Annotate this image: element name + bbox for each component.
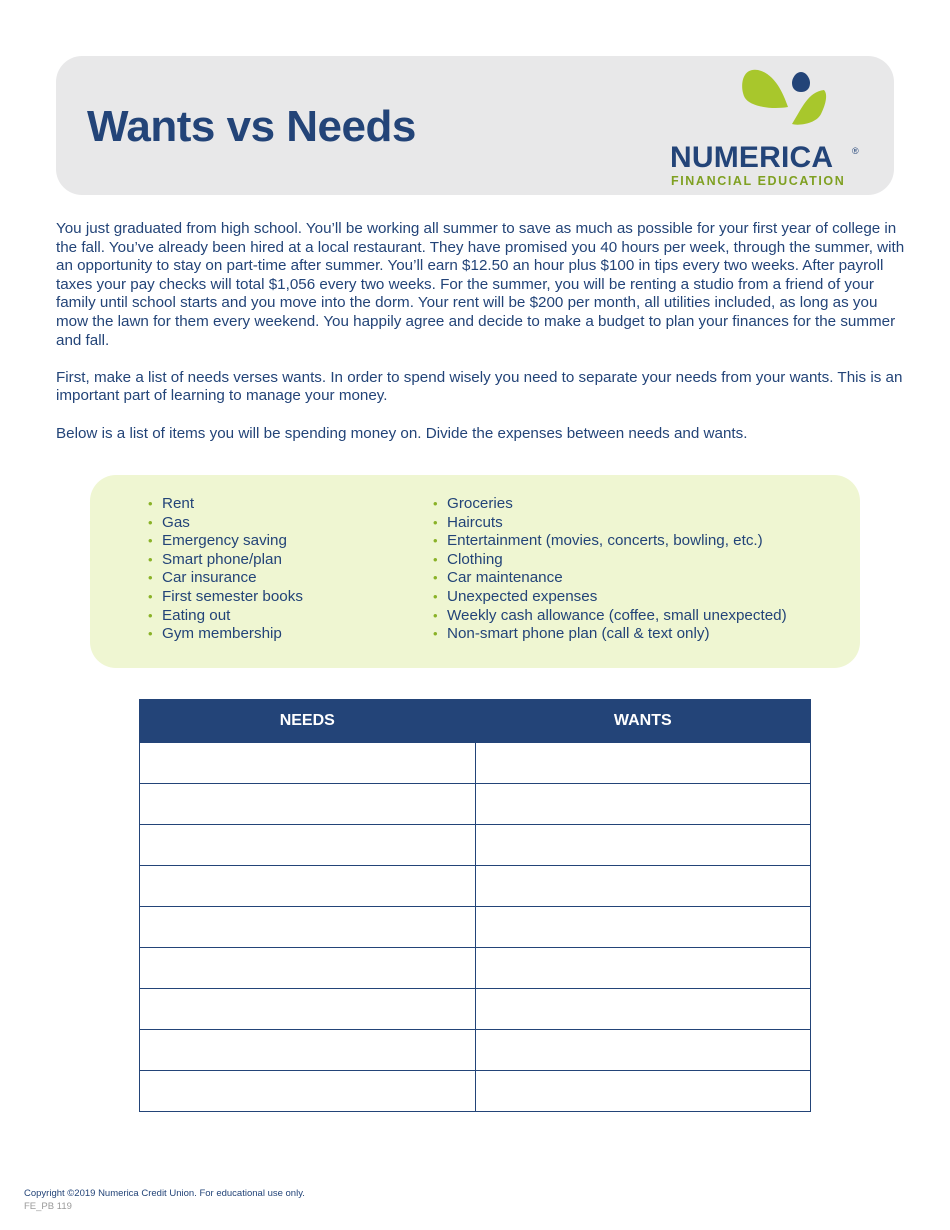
document-code: FE_PB 119 bbox=[24, 1201, 72, 1212]
wants-cell[interactable] bbox=[475, 1030, 811, 1071]
expense-item: • Car insurance bbox=[148, 569, 303, 588]
needs-cell[interactable] bbox=[140, 866, 476, 907]
table-row bbox=[140, 1030, 811, 1071]
table-row bbox=[140, 825, 811, 866]
needs-cell[interactable] bbox=[140, 989, 476, 1030]
wants-column-header: WANTS bbox=[475, 700, 811, 743]
logo-wordmark: NUMERICA bbox=[670, 141, 834, 174]
expense-item: • Eating out bbox=[148, 607, 303, 626]
table-row bbox=[140, 907, 811, 948]
expense-items-box bbox=[90, 475, 860, 668]
footer bbox=[24, 1187, 305, 1213]
needs-cell[interactable] bbox=[140, 948, 476, 989]
needs-cell[interactable] bbox=[140, 743, 476, 784]
expense-item: • Clothing bbox=[433, 551, 787, 570]
table-header-row bbox=[140, 700, 811, 743]
wants-cell[interactable] bbox=[475, 948, 811, 989]
intro-paragraph-scenario: You just graduated from high school. You’ll be working all summer to save as much as possible for your first year of college in the fall. You’ve already been hired at a local restaurant. They have promised you 40 hours per week, through the summer, with an opportunity to stay on part-time after summer. You’ll earn $12.50 an hour plus $100 in tips every two weeks. After payroll taxes your pay checks will total $1,056 every two weeks. For the summer, you will be renting a studio from a friend of your family until school starts and you move into the dorm. Your rent will be $200 per month, all utilities included, as long as you mow the lawn for them every weekend. You happily agree and decide to make a budget to plan your finances for the summer and fall. bbox=[56, 220, 905, 349]
table-row bbox=[140, 989, 811, 1030]
expense-item: • Smart phone/plan bbox=[148, 551, 303, 570]
wants-cell[interactable] bbox=[475, 784, 811, 825]
needs-column-header: NEEDS bbox=[140, 700, 476, 743]
logo-subtitle: FINANCIAL EDUCATION bbox=[671, 174, 846, 188]
expense-item: • Unexpected expenses bbox=[433, 588, 787, 607]
intro-text bbox=[56, 220, 906, 462]
wants-cell[interactable] bbox=[475, 866, 811, 907]
expense-item: • Gas bbox=[148, 514, 303, 533]
table-row bbox=[140, 784, 811, 825]
header-banner bbox=[56, 56, 894, 195]
expense-item: • Car maintenance bbox=[433, 569, 787, 588]
numerica-logo bbox=[670, 68, 870, 188]
wants-cell[interactable] bbox=[475, 743, 811, 784]
wants-cell[interactable] bbox=[475, 907, 811, 948]
wants-cell[interactable] bbox=[475, 989, 811, 1030]
expense-item: • Gym membership bbox=[148, 625, 303, 644]
needs-cell[interactable] bbox=[140, 1030, 476, 1071]
needs-wants-table bbox=[139, 699, 811, 1112]
intro-paragraph-task: Below is a list of items you will be spending money on. Divide the expenses between needs and wants. bbox=[56, 424, 748, 442]
copyright-text: Copyright ©2019 Numerica Credit Union. For educational use only. bbox=[24, 1188, 305, 1199]
needs-cell[interactable] bbox=[140, 825, 476, 866]
needs-cell[interactable] bbox=[140, 784, 476, 825]
expense-item: • First semester books bbox=[148, 588, 303, 607]
needs-cell[interactable] bbox=[140, 1071, 476, 1112]
intro-paragraph-instructions: First, make a list of needs verses wants. In order to spend wisely you need to separate your needs from your wants. This is an important part of learning to manage your money. bbox=[56, 368, 903, 405]
expense-list-right bbox=[433, 495, 787, 644]
expense-item: • Weekly cash allowance (coffee, small unexpected) bbox=[433, 607, 787, 626]
wants-cell[interactable] bbox=[475, 825, 811, 866]
table-row bbox=[140, 866, 811, 907]
wants-cell[interactable] bbox=[475, 1071, 811, 1112]
table-row bbox=[140, 948, 811, 989]
expense-list-left bbox=[148, 495, 303, 644]
numerica-leaf-icon bbox=[670, 68, 870, 143]
page-title: Wants vs Needs bbox=[87, 102, 416, 151]
needs-cell[interactable] bbox=[140, 907, 476, 948]
expense-item: • Emergency saving bbox=[148, 532, 303, 551]
expense-item: • Entertainment (movies, concerts, bowling, etc.) bbox=[433, 532, 787, 551]
table-body bbox=[140, 743, 811, 1112]
table-row bbox=[140, 743, 811, 784]
table-row bbox=[140, 1071, 811, 1112]
logo-registered-mark: ® bbox=[852, 146, 859, 156]
expense-item: • Non-smart phone plan (call & text only) bbox=[433, 625, 787, 644]
expense-item: • Haircuts bbox=[433, 514, 787, 533]
expense-item: • Groceries bbox=[433, 495, 787, 514]
expense-item: • Rent bbox=[148, 495, 303, 514]
